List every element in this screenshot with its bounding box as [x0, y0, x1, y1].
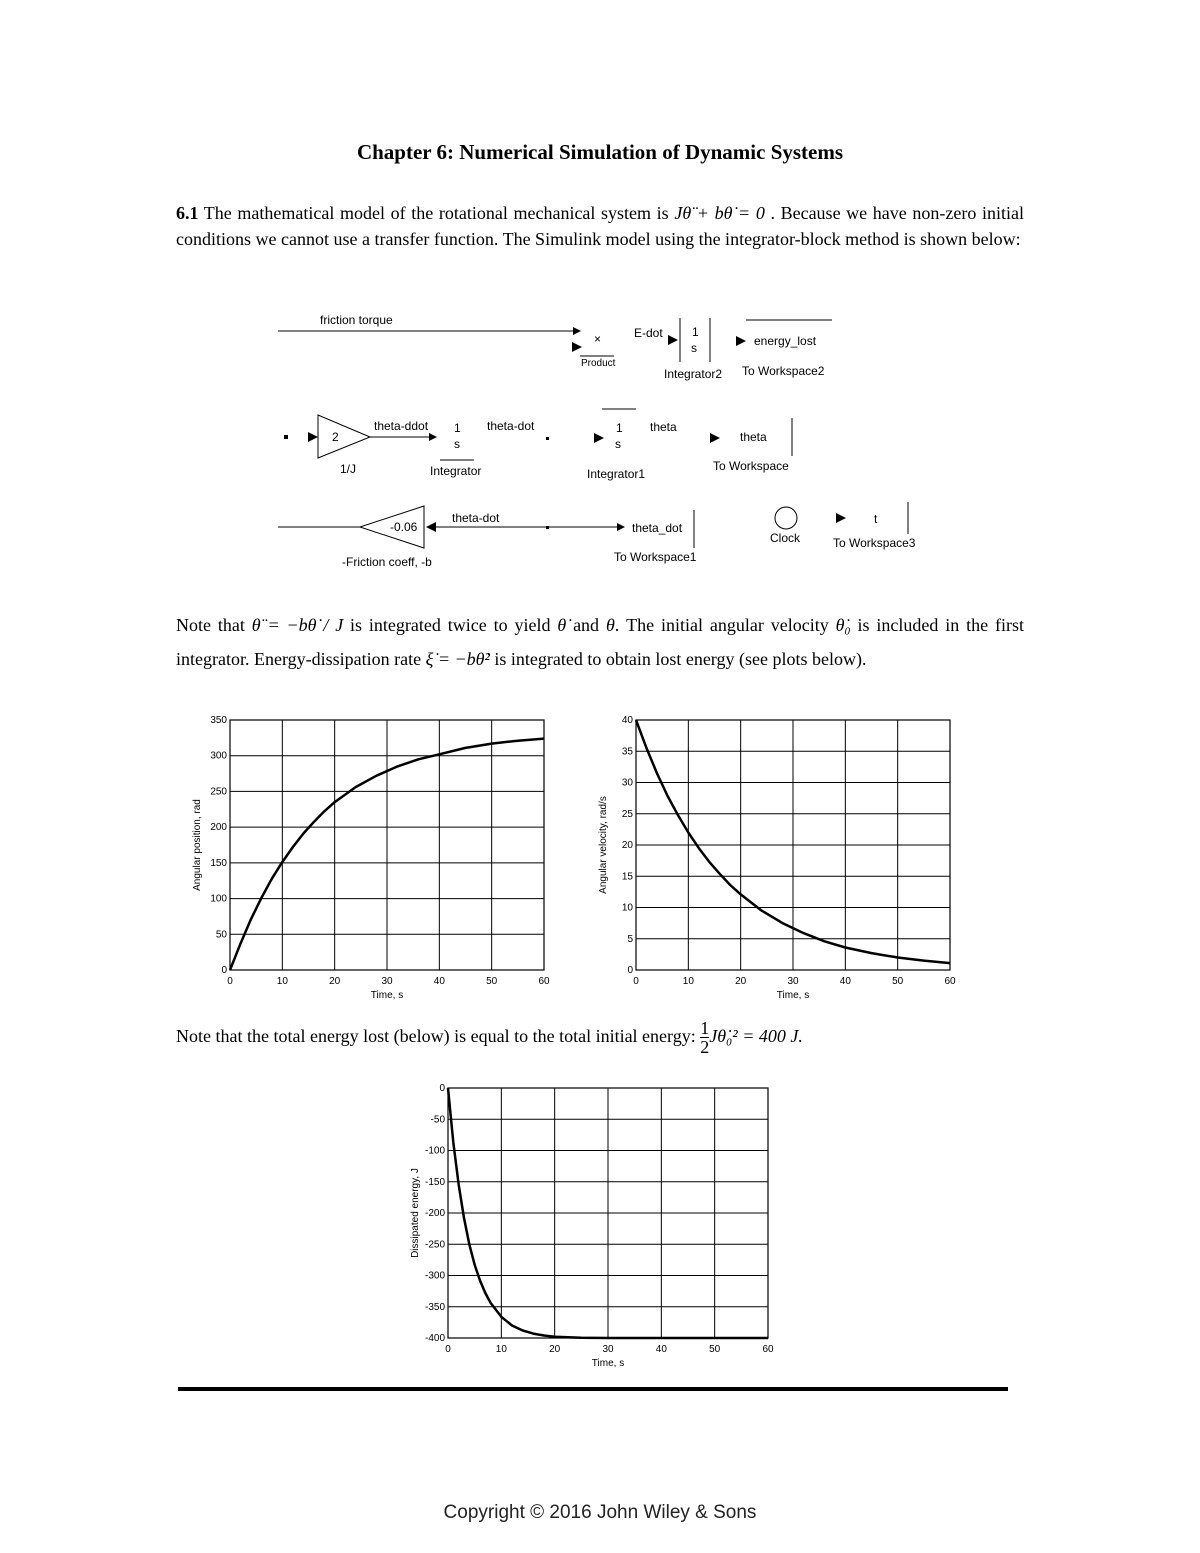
to-workspace1-label: To Workspace1: [614, 550, 697, 564]
y-tick-label: 250: [210, 786, 227, 798]
x-tick-label: 10: [276, 976, 288, 987]
y-tick-label: 300: [210, 750, 227, 762]
x-tick-label: 0: [227, 976, 233, 987]
x-tick-label: 20: [735, 976, 747, 987]
p3-eq: Jθ̇₀² = 400 J.: [709, 1026, 803, 1046]
dissipated-energy-chart: [395, 1078, 785, 1374]
p3-a: Note that the total energy lost (below) is equal to the total initial energy:: [176, 1026, 701, 1046]
to-workspace-var: theta: [740, 430, 767, 444]
p2-b: is integrated twice to yield: [343, 615, 558, 635]
gain-1-over-j-block: [318, 415, 370, 458]
gain-label: 1/J: [340, 462, 357, 476]
y-tick-label: 150: [210, 857, 227, 869]
page-title: Chapter 6: Numerical Simulation of Dynamic Systems: [356, 140, 844, 164]
integrator-label: Integrator: [430, 464, 482, 478]
clock-label: Clock: [770, 531, 801, 545]
x-tick-label: 60: [538, 976, 550, 987]
branch-point-left: [284, 435, 288, 439]
y-tick-label: 35: [621, 746, 633, 758]
y-axis-label: Dissipated energy, J: [410, 1168, 421, 1258]
to-workspace3-input-arrow: [836, 513, 846, 523]
integrator-den: s: [454, 437, 460, 451]
x-tick-label: 20: [329, 976, 341, 987]
x-tick-label: 50: [486, 976, 498, 987]
p2-c: and: [566, 615, 606, 635]
theta-dot-feedback-label: theta-dot: [452, 511, 500, 525]
x-axis-label: Time, s: [776, 990, 810, 1001]
y-tick-label: 200: [210, 822, 227, 834]
fraction-denominator: 2: [700, 1037, 710, 1058]
y-tick-label: -100: [424, 1145, 445, 1157]
product-symbol: ×: [594, 332, 602, 346]
y-tick-label: 10: [621, 902, 633, 914]
angular-velocity-chart: [590, 712, 970, 1002]
copyright-footer: Copyright © 2016 John Wiley & Sons: [443, 1502, 757, 1523]
to-workspace3-label: To Workspace3: [833, 536, 916, 550]
y-tick-label: 20: [621, 840, 633, 851]
y-tick-label: -250: [424, 1239, 445, 1251]
integrator1-num: 1: [616, 421, 623, 435]
fraction-numerator: 1: [700, 1018, 710, 1039]
p2-eq3: θ: [605, 615, 615, 635]
product-label: Product: [581, 358, 616, 369]
theta-label: theta: [650, 420, 677, 434]
y-tick-label: 40: [621, 715, 633, 726]
angular-position-chart: [180, 712, 560, 1002]
to-workspace2-var: energy_lost: [754, 334, 817, 348]
p2-f: is integrated to obtain lost energy (see plots below).: [489, 649, 867, 669]
p1-text-b: . Because we have non-zero initial conditions we cannot use a transfer function. The Simulink model using the integrator-block method is shown below:: [176, 203, 1025, 249]
y-tick-label: 30: [621, 777, 633, 789]
one-half-fraction: [700, 1019, 709, 1056]
y-tick-label: -400: [424, 1333, 445, 1344]
gain-value: 2: [332, 430, 339, 444]
y-tick-label: 0: [221, 965, 227, 976]
y-tick-label: 0: [627, 965, 633, 976]
paragraph-note-energy: [176, 1016, 1024, 1056]
p1-text-a: The mathematical model of the rotational mechanical system is: [198, 203, 675, 223]
p2-eq5: ξ̇ = −bθ̇²: [425, 649, 490, 669]
y-tick-label: -300: [424, 1270, 445, 1282]
p2-eq2: θ̇: [557, 615, 567, 635]
simulink-diagram: [0, 0, 1200, 600]
y-tick-label: 0: [439, 1083, 445, 1094]
y-tick-label: -50: [430, 1114, 445, 1126]
theta-dot-label: theta-dot: [487, 419, 535, 433]
x-tick-label: 0: [633, 976, 639, 987]
to-workspace3-var: t: [874, 512, 878, 526]
y-tick-label: -200: [424, 1208, 445, 1219]
horizontal-rule: [178, 1387, 1008, 1391]
y-tick-label: 50: [215, 929, 227, 941]
p2-d: . The initial angular velocity: [614, 615, 836, 635]
gain-input-arrow: [308, 432, 318, 442]
integrator2-den: s: [691, 341, 697, 355]
integrator1-den: s: [615, 437, 621, 451]
x-tick-label: 30: [787, 976, 799, 987]
p2-eq1: θ̈ = −bθ̇ / J: [251, 615, 344, 635]
x-axis-label: Time, s: [591, 1358, 625, 1369]
x-axis-label: Time, s: [370, 990, 404, 1001]
p2-a: Note that: [176, 615, 252, 635]
y-axis-label: Angular velocity, rad/s: [598, 796, 609, 894]
to-workspace-input-arrow: [710, 433, 720, 443]
x-tick-label: 30: [381, 976, 393, 987]
to-workspace1-var: theta_dot: [632, 521, 683, 535]
y-axis-label: Angular position, rad: [192, 799, 203, 891]
to-workspace-label: To Workspace: [713, 459, 789, 473]
integrator1-label: Integrator1: [587, 467, 646, 481]
x-tick-label: 0: [445, 1344, 451, 1355]
friction-gain-label: -Friction coeff, -b: [342, 555, 432, 569]
x-tick-label: 40: [433, 976, 445, 987]
x-tick-label: 10: [682, 976, 694, 987]
p2-e: is included in the first integrator. Energy-dissipation rate: [176, 615, 1025, 669]
y-tick-label: 15: [621, 871, 633, 883]
x-tick-label: 50: [709, 1344, 721, 1355]
clock-icon: [775, 507, 797, 529]
friction-gain-value: -0.06: [390, 520, 418, 534]
x-tick-label: 50: [892, 976, 904, 987]
to-workspace2-input-arrow: [736, 336, 746, 346]
integrator1-input-arrow: [594, 433, 604, 443]
x-tick-label: 40: [839, 976, 851, 987]
e-dot-label: E-dot: [634, 326, 663, 340]
x-tick-label: 40: [655, 1344, 667, 1355]
integrator2-input-arrow: [668, 335, 678, 345]
x-tick-label: 30: [602, 1344, 614, 1355]
p2-eq4: θ̇₀: [835, 615, 851, 635]
x-tick-label: 10: [495, 1344, 507, 1355]
p1-equation: Jθ̈ + bθ̇ = 0: [674, 203, 765, 223]
y-tick-label: 25: [621, 808, 633, 820]
x-tick-label: 60: [762, 1344, 774, 1355]
problem-number: 6.1: [176, 203, 199, 223]
y-tick-label: 5: [627, 933, 633, 945]
y-tick-label: -150: [424, 1176, 445, 1188]
integrator2-num: 1: [692, 325, 699, 339]
y-tick-label: 350: [210, 715, 227, 726]
friction-torque-label: friction torque: [320, 313, 393, 327]
integrator2-label: Integrator2: [664, 367, 723, 381]
theta-ddot-label: theta-ddot: [374, 419, 429, 433]
y-tick-label: -350: [424, 1301, 445, 1313]
y-tick-label: 100: [210, 893, 227, 905]
x-tick-label: 20: [549, 1344, 561, 1355]
paragraph-note-integration: [176, 608, 1024, 676]
x-tick-label: 60: [944, 976, 956, 987]
product-input-arrow: [572, 342, 582, 352]
branch-point-mid: [546, 437, 549, 440]
to-workspace2-label: To Workspace2: [742, 364, 825, 378]
integrator-num: 1: [454, 421, 461, 435]
branch-point-bottom: [546, 526, 549, 529]
